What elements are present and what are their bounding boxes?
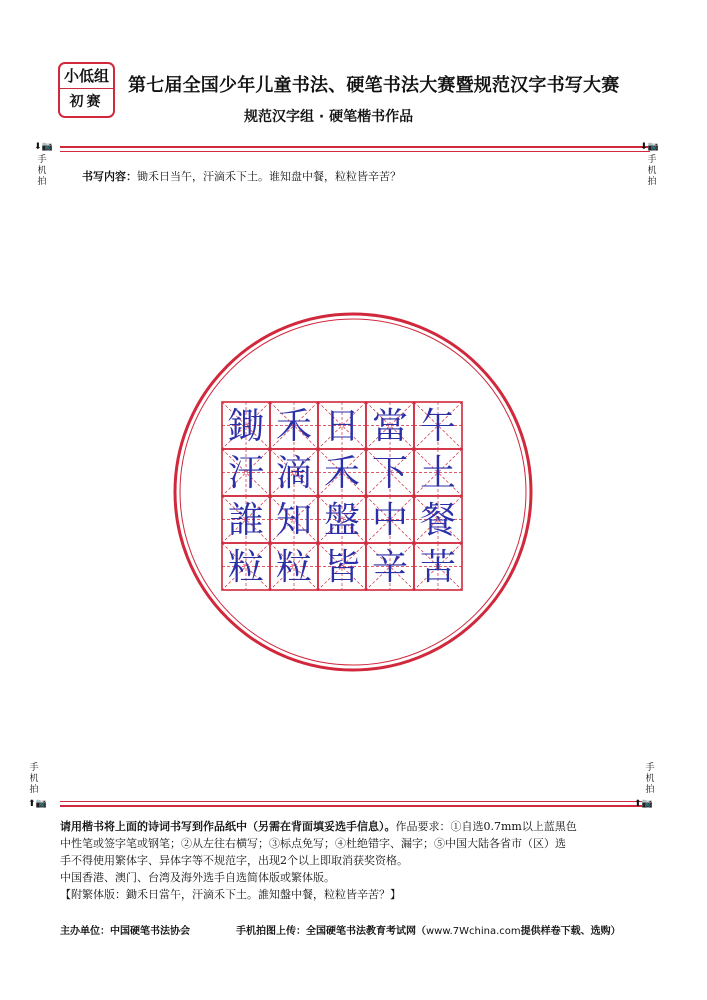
writing-content-label: 书写内容： [82, 170, 137, 183]
handwritten-character: 下 [371, 453, 409, 494]
handwritten-character: 知 [275, 500, 313, 541]
handwritten-character: 滴 [275, 453, 313, 494]
upload-label: 手机拍图上传：全国硬笔书法教育考试网（ [236, 926, 426, 937]
instructions-line-2: 中性笔或签字笔或钢笔；②从左往右横写；③标点免写；④杜绝错字、漏字；⑤中国大陆各省市（区）选 [60, 837, 566, 850]
handwritten-character: 粒 [227, 547, 265, 588]
upload-info [236, 922, 621, 937]
handwritten-character: 禾 [275, 406, 313, 447]
handwritten-character: 午 [419, 406, 457, 447]
instructions-line-3: 手不得使用繁体字、异体字等不规范字，出现2个以上即取消获奖资格。 [60, 854, 408, 867]
handwritten-character: 皆 [323, 547, 361, 588]
handwritten-character: 當 [371, 406, 409, 447]
camera-down-icon-left: ⬇📷 [34, 142, 53, 152]
instructions-line-5: 【附繁体版：鋤禾日當午，汗滴禾下土。誰知盤中餐，粒粒皆辛苦？】 [60, 888, 401, 901]
handwritten-character: 盤 [323, 500, 361, 541]
handwritten-character: 土 [419, 453, 457, 494]
handwritten-character: 禾 [323, 453, 361, 494]
phone-shoot-note-bottom-right: 手机拍 [645, 763, 655, 795]
phone-shoot-note-bottom-left: 手机拍 [29, 763, 39, 795]
contest-title: 第七届全国少年儿童书法、硬笔书法大赛暨规范汉字书写大赛 [128, 75, 620, 96]
handwritten-character: 中 [371, 500, 409, 541]
writing-content-text: 锄禾日当午，汗滴禾下土。谁知盘中餐，粒粒皆辛苦？ [137, 170, 401, 183]
handwritten-character: 誰 [227, 500, 265, 541]
upload-tail: 提供样卷下载、选购） [520, 926, 621, 937]
instructions-line-4: 中国香港、澳门、台湾及海外选手自选简体版或繁体版。 [60, 871, 335, 884]
camera-up-icon-left: ⬆📷 [28, 799, 47, 809]
instructions-requirements: 作品要求：①自选0.7mm以上蓝黑色 [395, 820, 577, 833]
organizer: 主办单位：中国硬笔书法协会 [60, 926, 190, 937]
bottom-rule-upper [60, 801, 650, 802]
bottom-rule-lower [60, 805, 650, 807]
handwritten-character: 鋤 [227, 406, 265, 447]
upload-url[interactable]: www.7Wchina.com [426, 926, 521, 937]
handwritten-character: 餐 [419, 500, 457, 541]
instructions-lead: 请用楷书将上面的诗词书写到作品纸中（另需在背面填妥选手信息）。 [60, 820, 396, 833]
phone-shoot-note-top-right: 手机拍 [647, 155, 657, 187]
instructions-line-1 [60, 818, 650, 835]
phone-shoot-note-top-left: 手机拍 [37, 155, 47, 187]
camera-up-icon-right: ⬆📷 [634, 799, 653, 809]
instructions [60, 818, 650, 903]
handwritten-character: 辛 [371, 547, 409, 588]
camera-down-icon-right: ⬇📷 [640, 142, 659, 152]
handwritten-character: 粒 [275, 547, 313, 588]
contest-subtitle: 规范汉字组 · 硬笔楷书作品 [244, 109, 414, 125]
badge-round-label: 初赛 [69, 94, 104, 110]
badge-group-label: 小低组 [60, 64, 113, 89]
handwritten-character: 日 [323, 406, 361, 447]
handwritten-character: 苦 [419, 547, 457, 588]
handwritten-character: 汗 [227, 453, 265, 494]
